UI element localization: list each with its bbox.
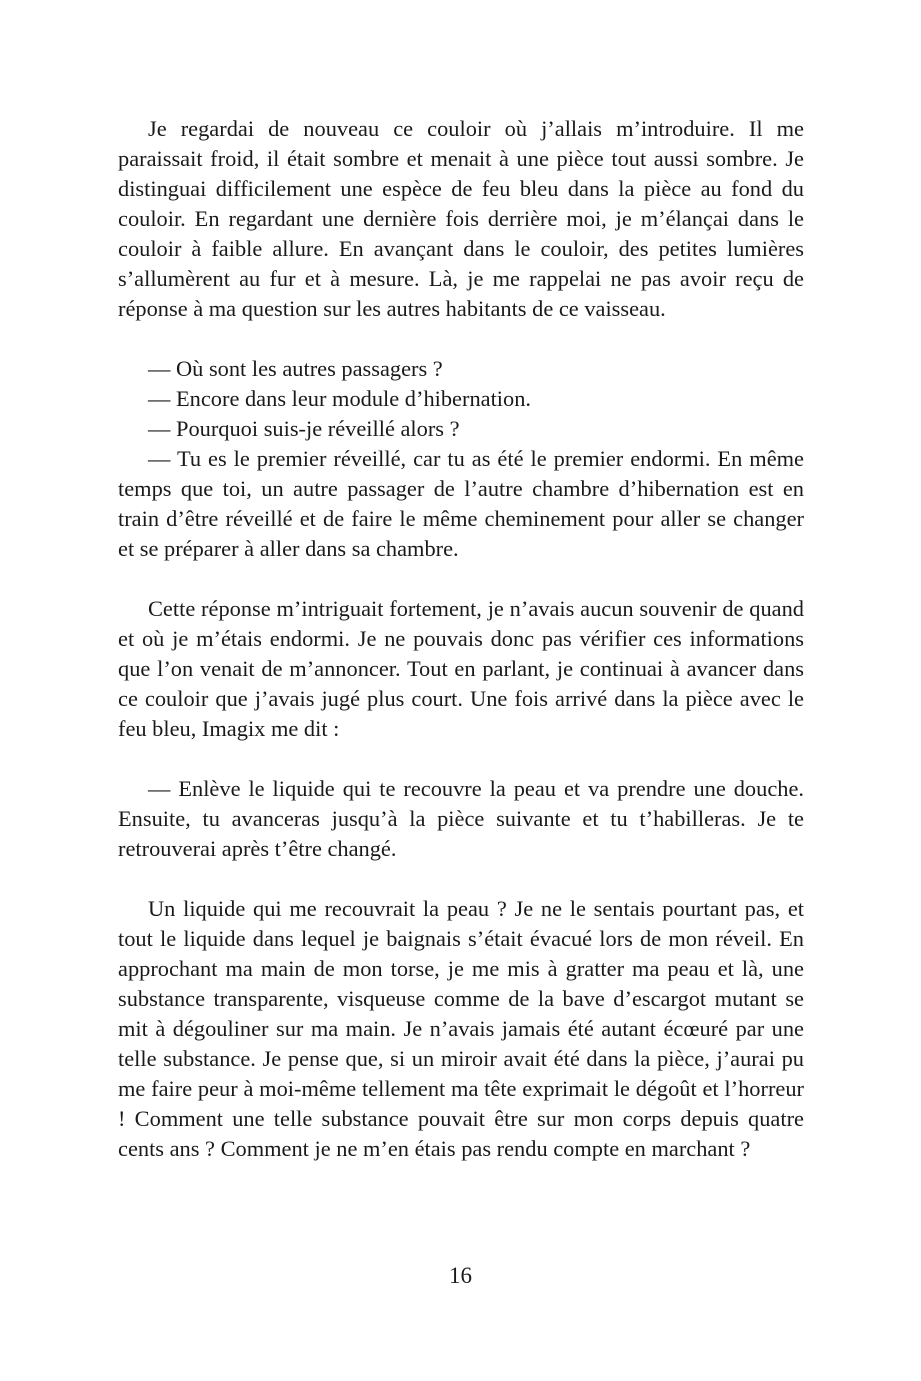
paragraph: Cette réponse m’intriguait fortement, je n’avais aucun souvenir de quand et où je m’étais endormi. Je ne pouvais donc pas vérifier ces informations que l’on venait de m’annoncer. Tout en parlant, je continuai à avancer dans ce couloir que j’avais jugé plus court. Une fois arrivé dans la pièce avec le feu bleu, Imagix me dit : (118, 596, 804, 741)
paragraph: Je regardai de nouveau ce couloir où j’allais m’introduire. Il me paraissait froid, il était sombre et menait à une pièce tout aussi sombre. Je distinguai difficilement une espèce de feu bleu dans la pièce au fond du couloir. En regardant une dernière fois derrière moi, je m’élançai dans le couloir à faible allure. En avançant dans le couloir, des petites lumières s’allumèrent au fur et à mesure. Là, je me rappelai ne pas avoir reçu de réponse à ma question sur les autres habitants de ce vaisseau. (118, 116, 804, 321)
dialogue-line: — Où sont les autres passagers ? (148, 356, 443, 381)
dialogue-line: — Tu es le premier réveillé, car tu as été le premier endormi. En même temps que toi, un autre passager de l’autre chambre d’hibernation est en train d’être réveillé et de faire le même cheminement pour aller se changer et se préparer à aller dans sa chambre. (118, 446, 804, 561)
paragraph-gap (118, 864, 804, 894)
paragraph-gap (118, 744, 804, 774)
dialogue-line: — Encore dans leur module d’hibernation. (148, 386, 532, 411)
page-body (118, 114, 804, 1164)
dialogue-line: — Pourquoi suis-je réveillé alors ? (148, 416, 460, 441)
dialogue-line: — Enlève le liquide qui te recouvre la peau et va prendre une douche. Ensuite, tu avanceras jusqu’à la pièce suivante et tu t’habilleras. Je te retrouverai après t’être changé. (118, 776, 804, 861)
paragraph-gap (118, 564, 804, 594)
page-number: 16 (449, 1263, 472, 1288)
paragraph-gap (118, 324, 804, 354)
paragraph: Un liquide qui me recouvrait la peau ? Je ne le sentais pourtant pas, et tout le liquide dans lequel je baignais s’était évacué lors de mon réveil. En approchant ma main de mon torse, je me mis à gratter ma peau et là, une substance transparente, visqueuse comme de la bave d’escargot mutant se mit à dégouliner sur ma main. Je n’avais jamais été autant écœuré par une telle substance. Je pense que, si un miroir avait été dans la pièce, j’aurai pu me faire peur à moi-même tellement ma tête exprimait le dégoût et l’horreur ! Comment une telle substance pouvait être sur mon corps depuis quatre cents ans ? Comment je ne m’en étais pas rendu compte en marchant ? (118, 896, 804, 1161)
